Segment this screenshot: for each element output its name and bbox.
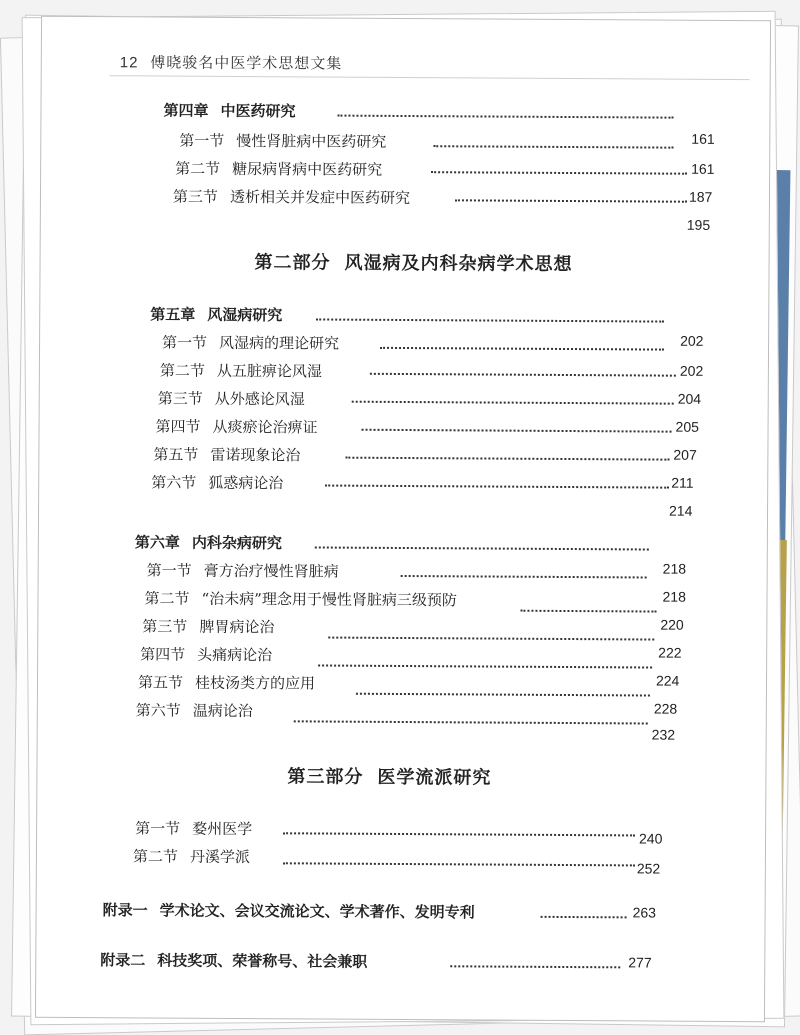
dot-leader [455, 199, 687, 202]
section-title: 狐惑病论治 [208, 473, 284, 493]
page-ref: 224 [655, 672, 680, 689]
page-ref: 211 [671, 474, 694, 491]
page-ref: 263 [632, 904, 657, 921]
section-title: 桂枝汤类方的应用 [194, 673, 316, 693]
section-title: 雷诺现象论治 [210, 445, 301, 465]
toc-section[interactable] [140, 643, 272, 665]
section-label: 第二节 [132, 847, 179, 866]
appendix-title: 学术论文、会议交流论文、学术著作、发明专利 [159, 901, 475, 922]
appendix-label: 附录一 [102, 901, 148, 920]
section-title: 风湿病的理论研究 [219, 333, 340, 353]
section-label: 第三节 [172, 187, 219, 206]
dot-leader [345, 457, 669, 461]
toc-appendix[interactable] [100, 949, 367, 972]
section-title: 温病论治 [192, 701, 253, 721]
dot-leader [356, 693, 650, 697]
toc-chapter[interactable] [150, 303, 282, 325]
page-ref: 187 [688, 188, 713, 205]
toc-appendix[interactable] [103, 899, 475, 922]
appendix-title: 科技奖项、荣誉称号、社会兼职 [157, 951, 368, 971]
section-label: 第四节 [155, 417, 201, 436]
dot-leader [352, 401, 674, 405]
section-title: 膏方治疗慢性肾脏病 [203, 561, 339, 581]
section-label: 第三节 [157, 389, 203, 408]
toc-page [35, 16, 771, 1022]
chapter-label: 第四章 [163, 101, 209, 120]
toc-section[interactable] [136, 699, 253, 721]
page-ref: 161 [691, 130, 715, 147]
book-title: 傅晓骏名中医学术思想文集 [150, 53, 343, 73]
section-label: 第二节 [159, 361, 205, 380]
section-label: 第二节 [175, 159, 221, 178]
toc-chapter[interactable] [163, 100, 295, 122]
toc-section[interactable] [135, 817, 252, 839]
section-title: 丹溪学派 [189, 847, 251, 867]
dot-leader [328, 637, 654, 641]
toc-section[interactable] [147, 559, 339, 581]
chapter-title: 风湿病研究 [207, 305, 283, 325]
toc-section[interactable] [144, 587, 456, 610]
toc-section[interactable] [138, 671, 315, 693]
dot-leader [541, 916, 627, 919]
page-ref: 195 [686, 216, 711, 233]
page-ref: 218 [662, 560, 687, 577]
part-label: 第三部分 [287, 766, 364, 788]
page-ref: 220 [660, 616, 684, 633]
appendix-label: 附录二 [100, 951, 146, 970]
section-title: 婺州医学 [192, 819, 253, 839]
toc-section[interactable] [155, 415, 317, 437]
part-title: 风湿病及内科杂病学术思想 [344, 252, 573, 276]
toc-section[interactable] [158, 387, 305, 409]
page-ref: 204 [677, 390, 702, 407]
dot-leader [316, 318, 664, 322]
section-title: 从外感论风湿 [214, 389, 305, 409]
section-title: 从痰瘀论治痹证 [212, 417, 318, 437]
toc-section[interactable] [142, 615, 274, 637]
page-ref: 207 [673, 446, 697, 463]
dot-leader [325, 485, 669, 489]
section-label: 第二节 [144, 589, 190, 608]
chapter-title: 内科杂病研究 [191, 533, 282, 553]
toc-section[interactable] [173, 186, 410, 208]
toc-chapter[interactable] [135, 531, 282, 553]
dot-leader [520, 610, 656, 613]
page-ref: 252 [636, 860, 661, 877]
page-ref: 161 [691, 160, 715, 177]
dot-leader [362, 429, 672, 433]
toc-section[interactable] [162, 332, 339, 354]
toc-section[interactable] [153, 443, 300, 465]
section-label: 第一节 [179, 131, 225, 150]
section-title: 头痛病论治 [197, 645, 273, 665]
dot-leader [370, 373, 676, 377]
section-title: 慢性肾脏病中医药研究 [236, 131, 387, 151]
dot-leader [431, 171, 687, 175]
dot-leader [283, 832, 635, 836]
section-title: 脾胃病论治 [199, 617, 275, 637]
dot-leader [380, 347, 664, 351]
page-ref: 277 [628, 954, 652, 971]
dot-leader [337, 115, 673, 119]
section-label: 第三节 [142, 617, 188, 636]
header-rule [110, 75, 750, 80]
dot-leader [450, 965, 620, 968]
section-label: 第六节 [135, 701, 181, 720]
toc-section[interactable] [160, 360, 322, 382]
section-label: 第五节 [137, 673, 184, 692]
page-ref: 214 [669, 502, 693, 519]
toc-section[interactable] [179, 130, 386, 152]
section-label: 第四节 [140, 645, 186, 664]
section-label: 第一节 [162, 333, 208, 352]
part-title: 医学流派研究 [377, 766, 492, 789]
dot-leader [401, 575, 647, 579]
dot-leader [283, 862, 635, 866]
page-ref: 222 [658, 644, 682, 661]
page-ref: 228 [653, 700, 678, 717]
chapter-title: 中医药研究 [220, 101, 296, 121]
section-label: 第六节 [151, 473, 197, 492]
dot-leader [318, 664, 652, 668]
section-title: 透析相关并发症中医药研究 [229, 187, 411, 208]
page-ref: 205 [675, 418, 699, 435]
section-label: 第五节 [153, 445, 199, 464]
part-label: 第二部分 [254, 252, 331, 274]
dot-leader [294, 720, 648, 724]
section-title: 从五脏痹论风湿 [216, 361, 322, 381]
page-ref: 232 [651, 726, 676, 743]
page-ref: 202 [680, 332, 704, 349]
chapter-label: 第五章 [150, 305, 196, 324]
dot-leader [433, 145, 673, 148]
section-title: 糖尿病肾病中医药研究 [232, 159, 383, 179]
page-ref: 218 [662, 588, 686, 605]
dot-leader [315, 546, 649, 550]
page-ref: 240 [639, 830, 663, 847]
section-label: 第一节 [135, 819, 181, 838]
toc-section[interactable] [175, 158, 382, 180]
section-title: “治未病”理念用于慢性肾脏病三级预防 [201, 589, 457, 610]
toc-part-heading[interactable] [287, 762, 491, 789]
toc-section[interactable] [151, 471, 283, 493]
toc-part-heading[interactable] [254, 248, 572, 276]
chapter-label: 第六章 [134, 533, 180, 552]
toc-section[interactable] [133, 845, 250, 867]
section-label: 第一节 [146, 561, 192, 580]
page-ref: 202 [679, 362, 704, 379]
page-number: 12 [119, 54, 139, 72]
running-header [120, 51, 343, 73]
